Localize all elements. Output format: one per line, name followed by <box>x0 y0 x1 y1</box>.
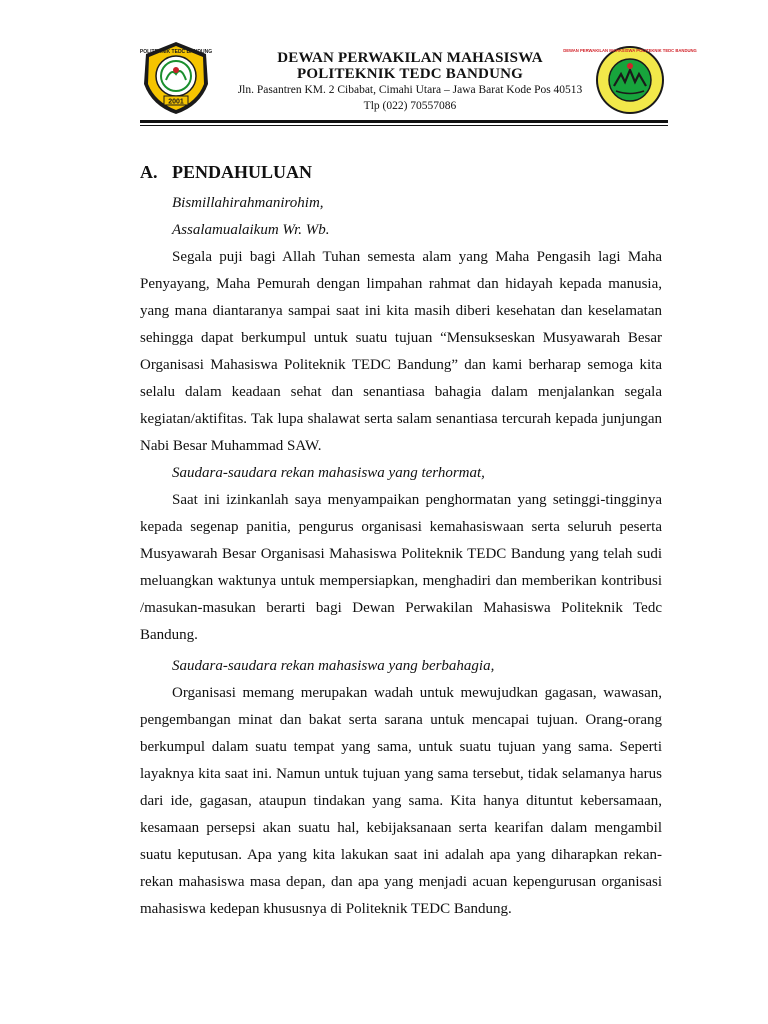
section-heading <box>140 160 662 184</box>
logo-year: 2001 <box>168 98 184 106</box>
dpm-logo <box>563 44 697 116</box>
letterhead-text <box>220 50 600 114</box>
org-name-line1: DEWAN PERWAKILAN MAHASISWA <box>277 50 543 66</box>
paragraph-organization: Organisasi memang merupakan wadah untuk mewujudkan gagasan, wawasan, pengembangan minat dan bakat serta sarana untuk mencapai tujuan. Orang-orang berkumpul dalam suatu tempat yang sama, untuk suatu tujuan yang sama. Seperti layaknya kita saat ini. Namun untuk tujuan yang sama tersebut, tidak selamanya harus dari ide, gagasan, ataupun tindakan yang sama. Kita hanya dituntut kebersamaan, kesamaan persepsi akan suatu hal, kebijaksanaan serta kearifan dalam mengambil suatu keputusan. Apa yang kita lakukan saat ini adalah apa yang diharapkan rekan-rekan mahasiswa masa depan, dan apa yang menjadi acuan kepengurusan organisasi mahasiswa kedepan khususnya di Politeknik TEDC Bandung. <box>140 685 662 917</box>
section-title: PENDAHULUAN <box>172 162 313 182</box>
document-body <box>140 160 662 923</box>
org-address: Jln. Pasantren KM. 2 Cibabat, Cimahi Utara – Jawa Barat Kode Pos 40513 <box>237 84 583 96</box>
org-name-line2: POLITEKNIK TEDC BANDUNG <box>296 66 524 82</box>
opening-salam: Assalamualaikum Wr. Wb. <box>172 222 330 238</box>
salutation-terhormat: Saudara-saudara rekan mahasiswa yang terhormat, <box>172 465 485 481</box>
header-rule-thick <box>140 120 668 123</box>
paragraph-appreciation: Saat ini izinkanlah saya menyampaikan penghormatan yang setinggi-tingginya kepada segenap panitia, pengurus organisasi kemahasiswaan serta seluruh peserta Musyawarah Besar Organisasi Mahasiswa Politeknik TEDC Bandung yang telah sudi meluangkan waktunya untuk mempersiapkan, menghadiri dan memberikan kontribusi /masukan-masukan berarti bagi Dewan Perwakilan Mahasiswa Politeknik Tedc Bandung. <box>140 492 662 643</box>
org-phone: Tlp (022) 70557086 <box>363 100 457 112</box>
section-letter: A. <box>140 162 158 182</box>
paragraph-intro: Segala puji bagi Allah Tuhan semesta alam yang Maha Pengasih lagi Maha Penyayang, Maha Pemurah dengan limpahan rahmat dan hidayah kepada manusia, yang mana diantaranya sampai saat ini kita masih diberi kesehatan dan keselamatan sehingga dapat berkumpul untuk suatu tujuan “Mensukseskan Musyawarah Besar Organisasi Mahasiswa Politeknik TEDC Bandung” dan kami berharap semoga kita selalu dalam keadaan sehat dan senantiasa bahagia dalam menjalankan segala kegiatan/aktifitas. Tak lupa shalawat serta salam senantiasa tercurah kepada junjungan Nabi Besar Muhammad SAW. <box>140 249 662 454</box>
header-rule-thin <box>140 125 668 126</box>
dpm-logo-text: DEWAN PERWAKILAN MAHASISWA POLITEKNIK TEDC BANDUNG <box>563 48 697 53</box>
opening-basmalah: Bismillahirahmanirohim, <box>172 195 324 211</box>
politeknik-tedc-logo <box>140 40 212 116</box>
salutation-berbahagia: Saudara-saudara rekan mahasiswa yang berbahagia, <box>172 658 495 674</box>
logo-ring-text: POLITEKNIK TEDC BANDUNG <box>139 49 213 55</box>
